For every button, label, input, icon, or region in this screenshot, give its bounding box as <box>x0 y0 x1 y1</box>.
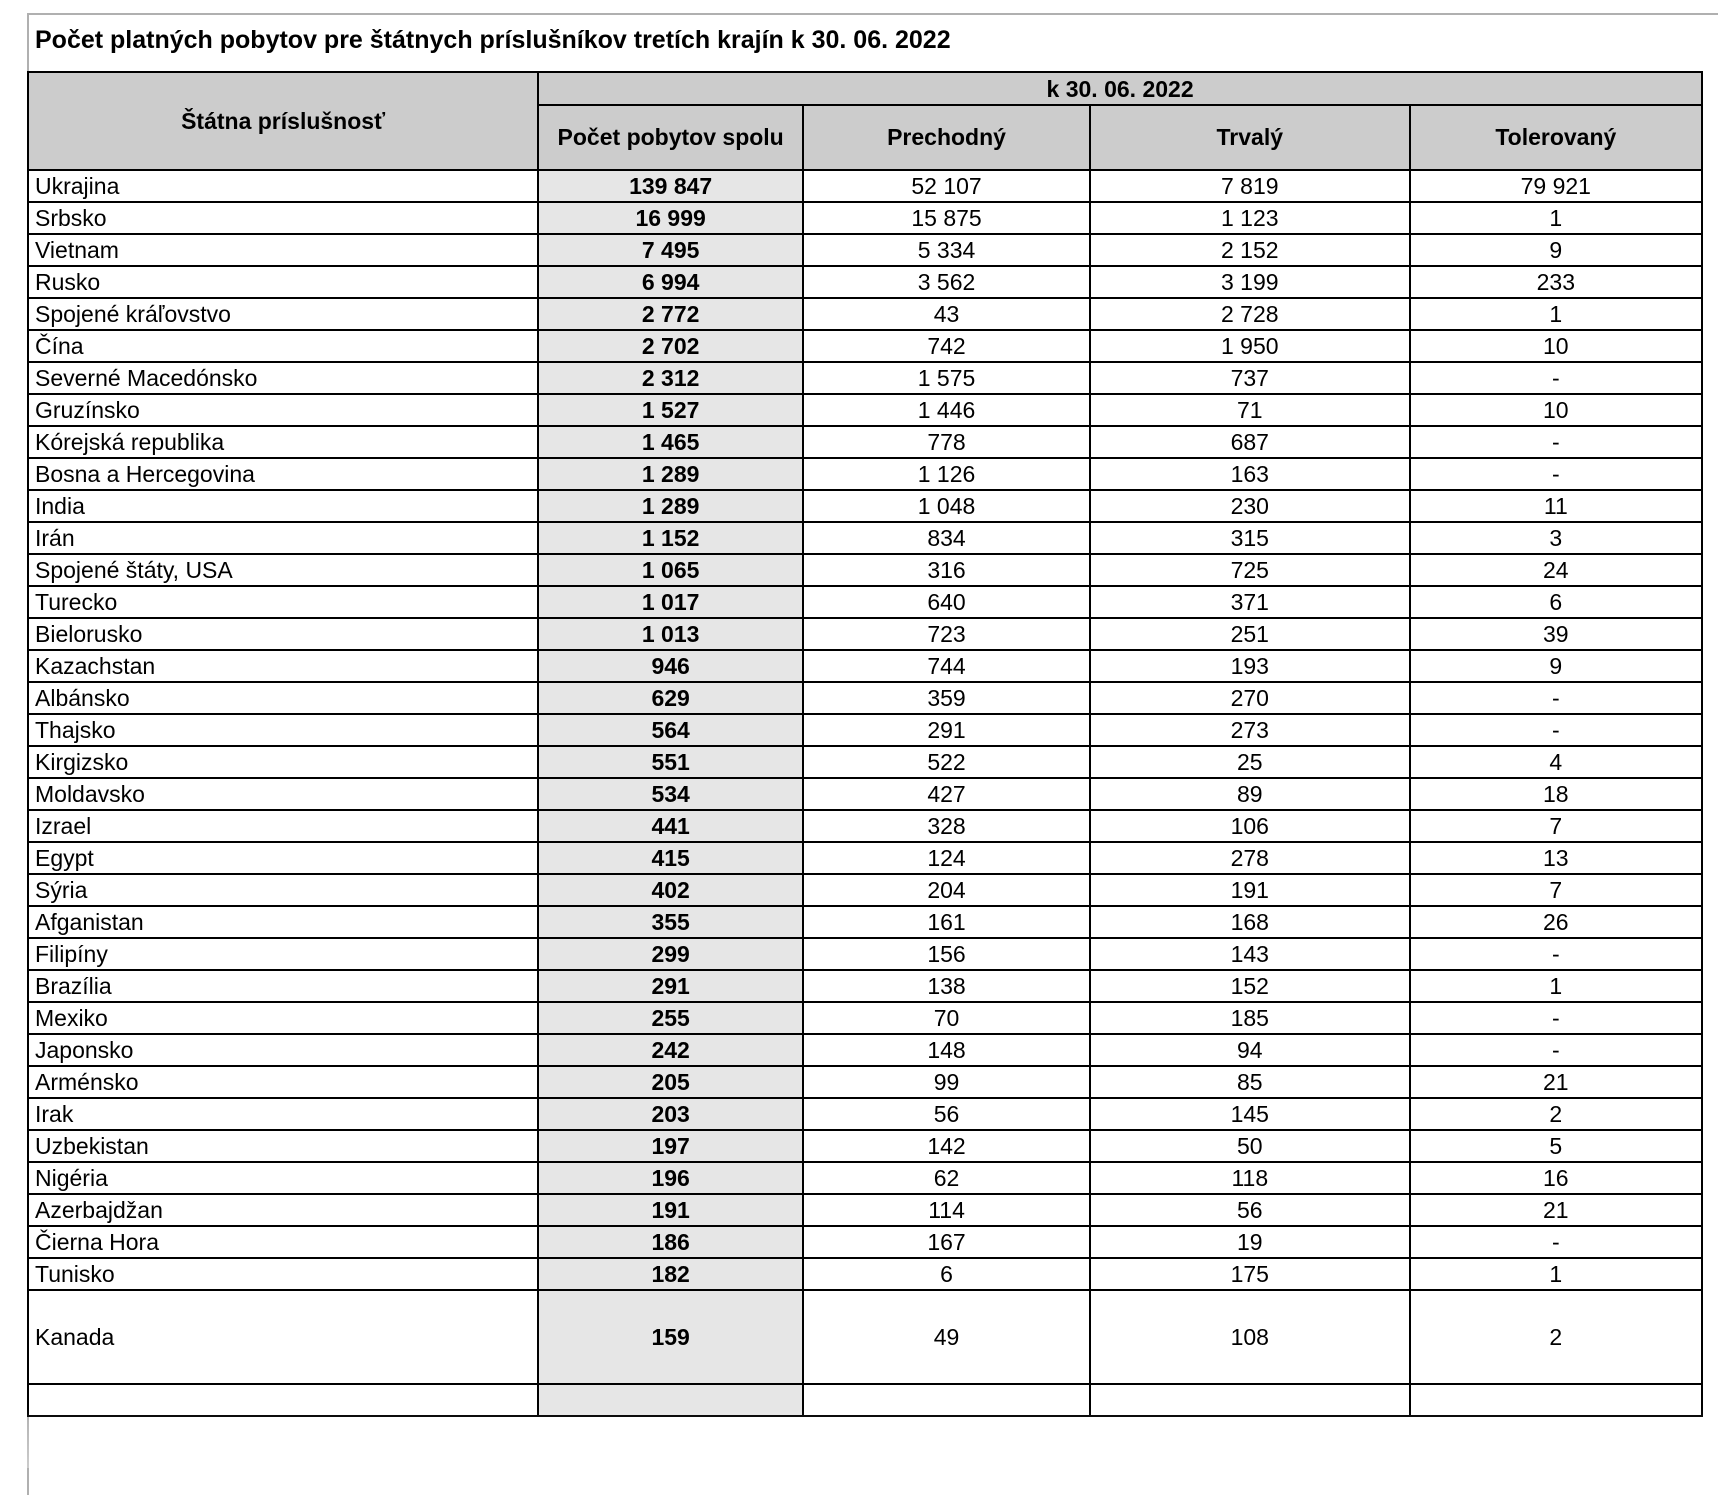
table-row <box>28 1290 1702 1384</box>
total-cell: 196 <box>538 1162 803 1194</box>
total-cell: 242 <box>538 1034 803 1066</box>
tolerovany-cell: 10 <box>1410 394 1702 426</box>
total-cell: 2 312 <box>538 362 803 394</box>
table-row <box>28 1130 1702 1162</box>
table-row <box>28 970 1702 1002</box>
trvaly-cell: 85 <box>1090 1066 1410 1098</box>
country-cell: Srbsko <box>28 202 538 234</box>
country-cell: Severné Macedónsko <box>28 362 538 394</box>
prechodny-cell: 114 <box>803 1194 1090 1226</box>
prechodny-cell: 52 107 <box>803 170 1090 202</box>
trvaly-cell: 270 <box>1090 682 1410 714</box>
table-row <box>28 618 1702 650</box>
country-cell: Japonsko <box>28 1034 538 1066</box>
trvaly-cell: 230 <box>1090 490 1410 522</box>
prechodny-cell: 1 575 <box>803 362 1090 394</box>
total-cell: 186 <box>538 1226 803 1258</box>
tolerovany-cell: 6 <box>1410 586 1702 618</box>
prechodny-cell: 15 875 <box>803 202 1090 234</box>
country-cell: Izrael <box>28 810 538 842</box>
country-cell: Kórejská republika <box>28 426 538 458</box>
trvaly-cell: 185 <box>1090 1002 1410 1034</box>
trvaly-cell: 2 152 <box>1090 234 1410 266</box>
table-row <box>28 682 1702 714</box>
tolerovany-cell: 21 <box>1410 1066 1702 1098</box>
country-cell: Sýria <box>28 874 538 906</box>
total-cell: 182 <box>538 1258 803 1290</box>
trvaly-cell: 106 <box>1090 810 1410 842</box>
trvaly-cell: 7 819 <box>1090 170 1410 202</box>
country-cell: Bosna a Hercegovina <box>28 458 538 490</box>
trvaly-cell: 175 <box>1090 1258 1410 1290</box>
prechodny-cell: 49 <box>803 1290 1090 1384</box>
prechodny-cell: 316 <box>803 554 1090 586</box>
country-cell: Rusko <box>28 266 538 298</box>
trvaly-cell: 108 <box>1090 1290 1410 1384</box>
total-cell: 946 <box>538 650 803 682</box>
total-cell: 139 847 <box>538 170 803 202</box>
table-row <box>28 874 1702 906</box>
tolerovany-cell: - <box>1410 426 1702 458</box>
country-cell: Albánsko <box>28 682 538 714</box>
total-cell: 1 013 <box>538 618 803 650</box>
total-cell: 299 <box>538 938 803 970</box>
header-total: Počet pobytov spolu <box>538 105 803 170</box>
table-row-partial <box>28 1384 1702 1416</box>
trvaly-cell: 50 <box>1090 1130 1410 1162</box>
total-cell: 551 <box>538 746 803 778</box>
tolerovany-cell: 4 <box>1410 746 1702 778</box>
country-cell: Gruzínsko <box>28 394 538 426</box>
table-row <box>28 586 1702 618</box>
prechodny-cell: 328 <box>803 810 1090 842</box>
total-cell: 255 <box>538 1002 803 1034</box>
country-cell: Čierna Hora <box>28 1226 538 1258</box>
tolerovany-cell: 24 <box>1410 554 1702 586</box>
prechodny-cell: 834 <box>803 522 1090 554</box>
prechodny-cell: 62 <box>803 1162 1090 1194</box>
table-row <box>28 298 1702 330</box>
total-cell: 191 <box>538 1194 803 1226</box>
tolerovany-cell: - <box>1410 1034 1702 1066</box>
table-row <box>28 842 1702 874</box>
trvaly-cell: 193 <box>1090 650 1410 682</box>
trvaly-cell: 278 <box>1090 842 1410 874</box>
table-row <box>28 650 1702 682</box>
table-row <box>28 202 1702 234</box>
country-cell: Turecko <box>28 586 538 618</box>
trvaly-cell: 2 728 <box>1090 298 1410 330</box>
trvaly-cell: 25 <box>1090 746 1410 778</box>
tolerovany-cell: 2 <box>1410 1290 1702 1384</box>
total-cell: 1 527 <box>538 394 803 426</box>
header-prechodny: Prechodný <box>803 105 1090 170</box>
country-cell: Egypt <box>28 842 538 874</box>
total-cell: 16 999 <box>538 202 803 234</box>
table-row <box>28 1098 1702 1130</box>
tolerovany-cell: 39 <box>1410 618 1702 650</box>
trvaly-cell: 89 <box>1090 778 1410 810</box>
country-cell: Vietnam <box>28 234 538 266</box>
trvaly-cell: 143 <box>1090 938 1410 970</box>
total-cell: 291 <box>538 970 803 1002</box>
tolerovany-cell: 1 <box>1410 970 1702 1002</box>
tolerovany-cell: 26 <box>1410 906 1702 938</box>
tolerovany-cell: 1 <box>1410 1258 1702 1290</box>
country-cell: Čína <box>28 330 538 362</box>
trvaly-cell: 1 123 <box>1090 202 1410 234</box>
trvaly-cell: 737 <box>1090 362 1410 394</box>
total-cell: 6 994 <box>538 266 803 298</box>
trvaly-cell: 163 <box>1090 458 1410 490</box>
country-cell: Filipíny <box>28 938 538 970</box>
country-cell: Bielorusko <box>28 618 538 650</box>
tolerovany-cell: 11 <box>1410 490 1702 522</box>
trvaly-cell: 687 <box>1090 426 1410 458</box>
table-row <box>28 170 1702 202</box>
total-cell: 1 152 <box>538 522 803 554</box>
table-row <box>28 234 1702 266</box>
tolerovany-cell: 18 <box>1410 778 1702 810</box>
trvaly-cell: 145 <box>1090 1098 1410 1130</box>
total-cell: 355 <box>538 906 803 938</box>
tolerovany-cell: 9 <box>1410 234 1702 266</box>
country-cell: Irak <box>28 1098 538 1130</box>
tolerovany-cell: 1 <box>1410 298 1702 330</box>
header-period: k 30. 06. 2022 <box>538 72 1702 105</box>
trvaly-cell: 152 <box>1090 970 1410 1002</box>
total-cell: 1 017 <box>538 586 803 618</box>
country-cell: Afganistan <box>28 906 538 938</box>
trvaly-cell: 56 <box>1090 1194 1410 1226</box>
prechodny-cell: 744 <box>803 650 1090 682</box>
header-tolerovany: Tolerovaný <box>1410 105 1702 170</box>
tolerovany-cell: 21 <box>1410 1194 1702 1226</box>
prechodny-cell: 167 <box>803 1226 1090 1258</box>
table-row <box>28 746 1702 778</box>
country-cell: Thajsko <box>28 714 538 746</box>
table-row <box>28 938 1702 970</box>
tolerovany-cell: 2 <box>1410 1098 1702 1130</box>
prechodny-cell: 723 <box>803 618 1090 650</box>
partial-cell <box>538 1384 803 1416</box>
total-cell: 203 <box>538 1098 803 1130</box>
prechodny-cell: 291 <box>803 714 1090 746</box>
prechodny-cell: 156 <box>803 938 1090 970</box>
country-cell: Kazachstan <box>28 650 538 682</box>
prechodny-cell: 359 <box>803 682 1090 714</box>
tolerovany-cell: - <box>1410 362 1702 394</box>
table-row <box>28 1226 1702 1258</box>
table-row <box>28 1034 1702 1066</box>
total-cell: 2 772 <box>538 298 803 330</box>
prechodny-cell: 522 <box>803 746 1090 778</box>
prechodny-cell: 161 <box>803 906 1090 938</box>
trvaly-cell: 1 950 <box>1090 330 1410 362</box>
prechodny-cell: 778 <box>803 426 1090 458</box>
prechodny-cell: 427 <box>803 778 1090 810</box>
prechodny-cell: 1 446 <box>803 394 1090 426</box>
prechodny-cell: 99 <box>803 1066 1090 1098</box>
country-cell: India <box>28 490 538 522</box>
table-row <box>28 1002 1702 1034</box>
prechodny-cell: 6 <box>803 1258 1090 1290</box>
trvaly-cell: 168 <box>1090 906 1410 938</box>
total-cell: 2 702 <box>538 330 803 362</box>
trvaly-cell: 725 <box>1090 554 1410 586</box>
country-cell: Mexiko <box>28 1002 538 1034</box>
total-cell: 534 <box>538 778 803 810</box>
total-cell: 1 065 <box>538 554 803 586</box>
trvaly-cell: 191 <box>1090 874 1410 906</box>
prechodny-cell: 742 <box>803 330 1090 362</box>
prechodny-cell: 1 048 <box>803 490 1090 522</box>
table-row <box>28 394 1702 426</box>
table-row <box>28 1162 1702 1194</box>
tolerovany-cell: - <box>1410 1226 1702 1258</box>
table-row <box>28 1194 1702 1226</box>
tolerovany-cell: - <box>1410 1002 1702 1034</box>
prechodny-cell: 124 <box>803 842 1090 874</box>
total-cell: 1 465 <box>538 426 803 458</box>
prechodny-cell: 148 <box>803 1034 1090 1066</box>
total-cell: 441 <box>538 810 803 842</box>
tolerovany-cell: 79 921 <box>1410 170 1702 202</box>
country-cell: Tunisko <box>28 1258 538 1290</box>
prechodny-cell: 5 334 <box>803 234 1090 266</box>
trvaly-cell: 3 199 <box>1090 266 1410 298</box>
trvaly-cell: 371 <box>1090 586 1410 618</box>
table-row <box>28 490 1702 522</box>
country-cell: Brazília <box>28 970 538 1002</box>
country-cell: Uzbekistan <box>28 1130 538 1162</box>
total-cell: 7 495 <box>538 234 803 266</box>
partial-cell <box>1090 1384 1410 1416</box>
country-cell: Spojené kráľovstvo <box>28 298 538 330</box>
total-cell: 415 <box>538 842 803 874</box>
tolerovany-cell: 7 <box>1410 874 1702 906</box>
table-row <box>28 1258 1702 1290</box>
tolerovany-cell: 10 <box>1410 330 1702 362</box>
total-cell: 564 <box>538 714 803 746</box>
table-row <box>28 714 1702 746</box>
partial-cell <box>28 1384 538 1416</box>
table-row <box>28 522 1702 554</box>
table-row <box>28 810 1702 842</box>
header-trvaly: Trvalý <box>1090 105 1410 170</box>
table-row <box>28 426 1702 458</box>
trvaly-cell: 94 <box>1090 1034 1410 1066</box>
header-country: Štátna príslušnosť <box>28 72 538 170</box>
country-cell: Kirgizsko <box>28 746 538 778</box>
country-cell: Kanada <box>28 1290 538 1384</box>
prechodny-cell: 142 <box>803 1130 1090 1162</box>
trvaly-cell: 251 <box>1090 618 1410 650</box>
prechodny-cell: 204 <box>803 874 1090 906</box>
total-cell: 402 <box>538 874 803 906</box>
tolerovany-cell: 233 <box>1410 266 1702 298</box>
table-row <box>28 458 1702 490</box>
document-title: Počet platných pobytov pre štátnych príslušníkov tretích krajín k 30. 06. 2022 <box>35 26 951 54</box>
residence-permits-table <box>27 71 1703 1417</box>
prechodny-cell: 138 <box>803 970 1090 1002</box>
total-cell: 1 289 <box>538 490 803 522</box>
prechodny-cell: 70 <box>803 1002 1090 1034</box>
trvaly-cell: 273 <box>1090 714 1410 746</box>
table-row <box>28 554 1702 586</box>
tolerovany-cell: 3 <box>1410 522 1702 554</box>
partial-cell <box>1410 1384 1702 1416</box>
tolerovany-cell: 7 <box>1410 810 1702 842</box>
tolerovany-cell: - <box>1410 682 1702 714</box>
country-cell: Nigéria <box>28 1162 538 1194</box>
tolerovany-cell: - <box>1410 458 1702 490</box>
country-cell: Irán <box>28 522 538 554</box>
country-cell: Ukrajina <box>28 170 538 202</box>
total-cell: 197 <box>538 1130 803 1162</box>
table-row <box>28 330 1702 362</box>
table-row <box>28 266 1702 298</box>
table-row <box>28 362 1702 394</box>
trvaly-cell: 315 <box>1090 522 1410 554</box>
tolerovany-cell: 1 <box>1410 202 1702 234</box>
tolerovany-cell: - <box>1410 714 1702 746</box>
tolerovany-cell: 16 <box>1410 1162 1702 1194</box>
country-cell: Arménsko <box>28 1066 538 1098</box>
prechodny-cell: 640 <box>803 586 1090 618</box>
total-cell: 1 289 <box>538 458 803 490</box>
country-cell: Moldavsko <box>28 778 538 810</box>
prechodny-cell: 56 <box>803 1098 1090 1130</box>
tolerovany-cell: - <box>1410 938 1702 970</box>
total-cell: 629 <box>538 682 803 714</box>
total-cell: 159 <box>538 1290 803 1384</box>
trvaly-cell: 71 <box>1090 394 1410 426</box>
prechodny-cell: 1 126 <box>803 458 1090 490</box>
table-body <box>28 170 1702 1416</box>
prechodny-cell: 3 562 <box>803 266 1090 298</box>
trvaly-cell: 19 <box>1090 1226 1410 1258</box>
country-cell: Azerbajdžan <box>28 1194 538 1226</box>
total-cell: 205 <box>538 1066 803 1098</box>
tolerovany-cell: 5 <box>1410 1130 1702 1162</box>
prechodny-cell: 43 <box>803 298 1090 330</box>
table-row <box>28 778 1702 810</box>
tolerovany-cell: 13 <box>1410 842 1702 874</box>
table-row <box>28 906 1702 938</box>
table-row <box>28 1066 1702 1098</box>
tolerovany-cell: 9 <box>1410 650 1702 682</box>
trvaly-cell: 118 <box>1090 1162 1410 1194</box>
partial-cell <box>803 1384 1090 1416</box>
country-cell: Spojené štáty, USA <box>28 554 538 586</box>
